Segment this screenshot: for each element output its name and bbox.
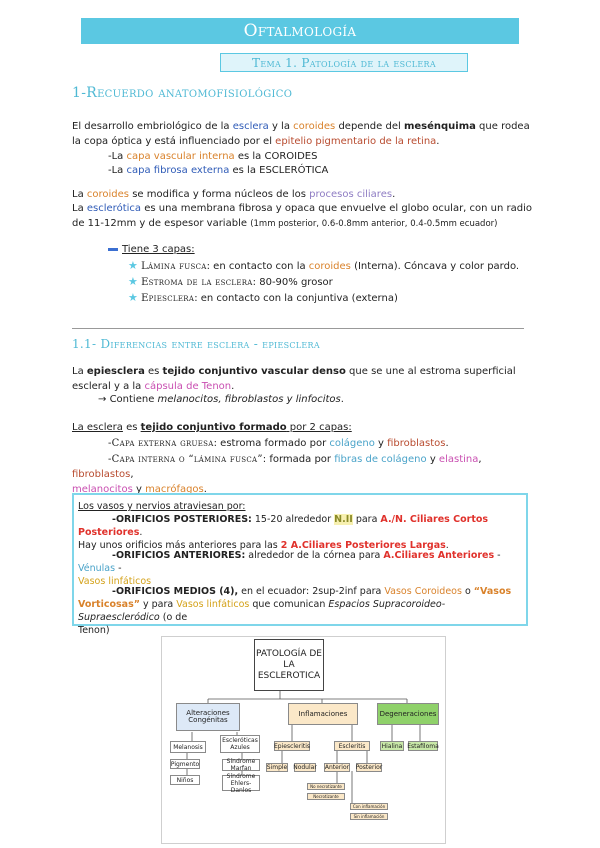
paragraph-esclera [72,420,352,435]
text: en el ecuador: 2sup-2inf para [238,586,385,597]
text: . [445,438,449,449]
term-fibras-colageno: fibras de colágeno [334,454,427,465]
node-anterior: Anterior [324,764,350,771]
label-orificios-posteriores: -ORIFICIOS POSTERIORES: [112,514,252,525]
text: Tenon) [78,625,110,636]
text: es [122,422,141,433]
term-colageno: colágeno [329,438,375,449]
term-vasos-linfaticos: Vasos linfáticos [78,576,152,587]
patologia-diagram [161,636,446,844]
paragraph-epiesclera [72,364,528,394]
text: . [445,540,449,551]
star-icon: ★ [128,275,138,288]
node-sindrome: Síndrome Marfan [222,759,260,771]
text: . [392,189,396,200]
term-tejido-denso: tejido conjuntivo vascular denso [162,366,346,377]
text: , [130,469,134,480]
node-melanosis: Melanosis [170,741,206,753]
label-capa-interna: -Capa interna o “lámina fusca” [108,454,263,465]
text: La [72,189,87,200]
capa-estroma [128,274,333,290]
label-orificios-anteriores: -ORIFICIOS ANTERIORES: [112,550,246,561]
box-anteriores [78,549,524,588]
text: escleral y a la [72,381,145,392]
text: la copa óptica y está influenciado por el [72,136,276,147]
text: - [494,550,501,561]
term-coroides: coroides [308,261,351,272]
term-esclera: esclera [232,121,269,132]
text: es una membrana fibrosa y opaca que envuelve el globo ocular, con un radio [141,203,533,214]
document-title: Oftalmología [81,18,519,44]
text: (Interna). Cóncava y color pardo. [350,261,520,272]
node-con-inflamacion: Con inflamación [350,803,388,810]
text: La [72,203,87,214]
text: por 2 capas: [286,422,352,433]
text: . [340,394,344,405]
line-capa-interna [72,452,532,497]
text: . [231,381,235,392]
star-icon: ★ [128,291,138,304]
text: -La [108,151,127,162]
node-degeneraciones: Degeneraciones [377,703,439,725]
term-coroides: coroides [293,121,336,132]
node-escleroticas-azules: Escleróticas Azules [220,735,260,753]
text: alrededor de la córnea para [245,550,384,561]
node-episcleritis: Epiescleritis [273,742,311,750]
text: - [115,563,122,574]
text: : formada por [262,454,335,465]
text: El desarrollo embriológico de la [72,121,233,132]
label-orificios-medios: -ORIFICIOS MEDIOS (4), [112,586,239,597]
node-sin-inflamacion: Sin inflamación [350,813,388,820]
term-vasos-linfaticos: Vasos linfáticos [176,599,250,610]
text: -La [108,165,127,176]
term-vasos-coroideos: Vasos Coroideos [384,586,462,597]
box-medios [78,585,524,637]
term-nii: N.II [334,514,353,525]
text-grosores: (1mm posterior, 0.6-0.8mm anterior, 0.4-0.5mm ecuador) [250,219,498,229]
node-alteraciones: Alteraciones Congénitas [176,703,240,731]
text: : 80-90% grosor [252,277,333,288]
label-lamina-fusca: Lámina fusca [141,261,207,272]
divider [72,328,524,329]
text: es [144,366,163,377]
node-inflamaciones: Inflamaciones [288,703,358,725]
term-ciliares-cortos: A./N. Ciliares Cortos Posteriores [78,514,489,538]
arrow-right-icon: → [98,394,107,405]
node-root: PATOLOGÍA DE LA ESCLEROTICA [254,639,324,691]
node-ninos: Niños [170,775,200,785]
text: y la [268,121,294,132]
line-capa-vascular [108,149,317,164]
star-icon: ★ [128,259,138,272]
term-coroides: coroides [86,189,130,200]
node-escleritis: Escleritis [334,741,370,751]
term-esclera: La esclera [72,422,123,433]
term-ciliares-anteriores: A.Ciliares Anteriores [383,550,495,561]
term-vasos-vorticosas: “Vasos [473,586,512,597]
text: y [374,438,388,449]
term-fibroblastos: fibroblastos [72,469,131,480]
term-venulas: Vénulas [78,563,116,574]
term-macrofagos: macrófagos [145,484,204,495]
label-estroma: Estroma de la esclera [141,277,253,288]
term-vorticosas: Vorticosas” [78,599,140,610]
line-capa-externa [108,436,449,451]
text: que se une al estroma superficial [345,366,516,377]
term-espacios: Espacios Supracoroideo-Supraescleródico [78,599,446,623]
text: (o de [159,612,188,623]
term-capa-vascular: capa vascular interna [126,151,235,162]
term-epitelio: epitelio pigmentario de la retina [275,136,437,147]
text: y para [139,599,177,610]
term-mesenquima: mesénquima [403,121,476,132]
text: Tiene 3 capas: [122,244,195,255]
term-capa-fibrosa: capa fibrosa externa [126,165,230,176]
term-melanocitos: melanocitos [72,484,133,495]
line-contiene [98,392,344,407]
text: Los vasos y nervios atraviesan por: [78,501,246,512]
term-fibroblastos: fibroblastos [387,438,446,449]
text: de 11-12mm y de espesor variable [72,218,251,229]
text: o [461,586,474,597]
label-epiesclera: Epiesclera [141,293,195,304]
line-capa-fibrosa [108,163,328,178]
node-hialina: Hialina [381,742,403,750]
node-simple: Simple [266,764,288,771]
node-sindrome2: Síndrome Ehlers-Danlos [222,775,260,791]
term-epiesclera: epiesclera [86,366,145,377]
term-ciliares-largas: 2 A.Ciliares Posteriores Largas [280,540,446,551]
text: y [426,454,439,465]
text: Contiene [106,394,158,405]
node-no-necrotizante: No necrotizante [307,783,345,790]
term-elastina: elastina [438,454,479,465]
text: se modifica y forma núcleos de los [129,189,310,200]
text: 15-20 alrededor [251,514,335,525]
text: que rodea [475,121,530,132]
label-capa-externa: -Capa externa gruesa [108,438,214,449]
text: , [478,454,482,465]
node-estafiloma: Estafiloma [407,742,439,750]
capa-lamina-fusca [128,258,519,274]
text: La [72,366,87,377]
paragraph-embriologia [72,119,532,149]
node-posterior: Posterior [355,764,383,771]
term-celulas: melanocitos, fibroblastos y linfocitos [157,394,341,405]
box-posteriores [78,513,524,552]
text: . [139,527,143,538]
text: depende del [335,121,404,132]
section-heading-diferencias: 1.1- Diferencias entre esclera - epiesclera [72,337,320,351]
node-nodular: Nodular [293,764,317,771]
text: es la COROIDES [234,151,318,162]
text: Hay unos orificios más anteriores para las [78,540,281,551]
text: . [203,484,207,495]
node-necrotizante: Necrotizante [307,793,345,800]
term-tejido-formado: tejido conjuntivo formado [140,422,287,433]
term-esclerotica: esclerótica [86,203,142,214]
dash-bullet-icon [108,248,118,251]
term-procesos-ciliares: procesos ciliares [309,189,393,200]
text: es la ESCLERÓTICA [229,165,329,176]
capa-epiesclera [128,290,398,306]
document-subtitle: Tema 1. Patología de la esclera [220,53,468,72]
text: : en contacto con la conjuntiva (externa) [194,293,398,304]
text: y [132,484,146,495]
paragraph-esclerotica [72,201,542,232]
text: . [436,136,440,147]
section-heading-recuerdo: 1-Recuerdo anatomofisiológico [72,85,293,101]
term-capsula-tenon: cápsula de Tenon [144,381,232,392]
text: : en contacto con la [206,261,309,272]
node-pigmento: Pigmento [170,760,200,768]
text: : estroma formado por [213,438,330,449]
paragraph-coroides [72,187,395,202]
text: para [352,514,381,525]
text: que comunican [249,599,329,610]
box-title [78,499,246,514]
tiene-3-capas [108,242,195,257]
